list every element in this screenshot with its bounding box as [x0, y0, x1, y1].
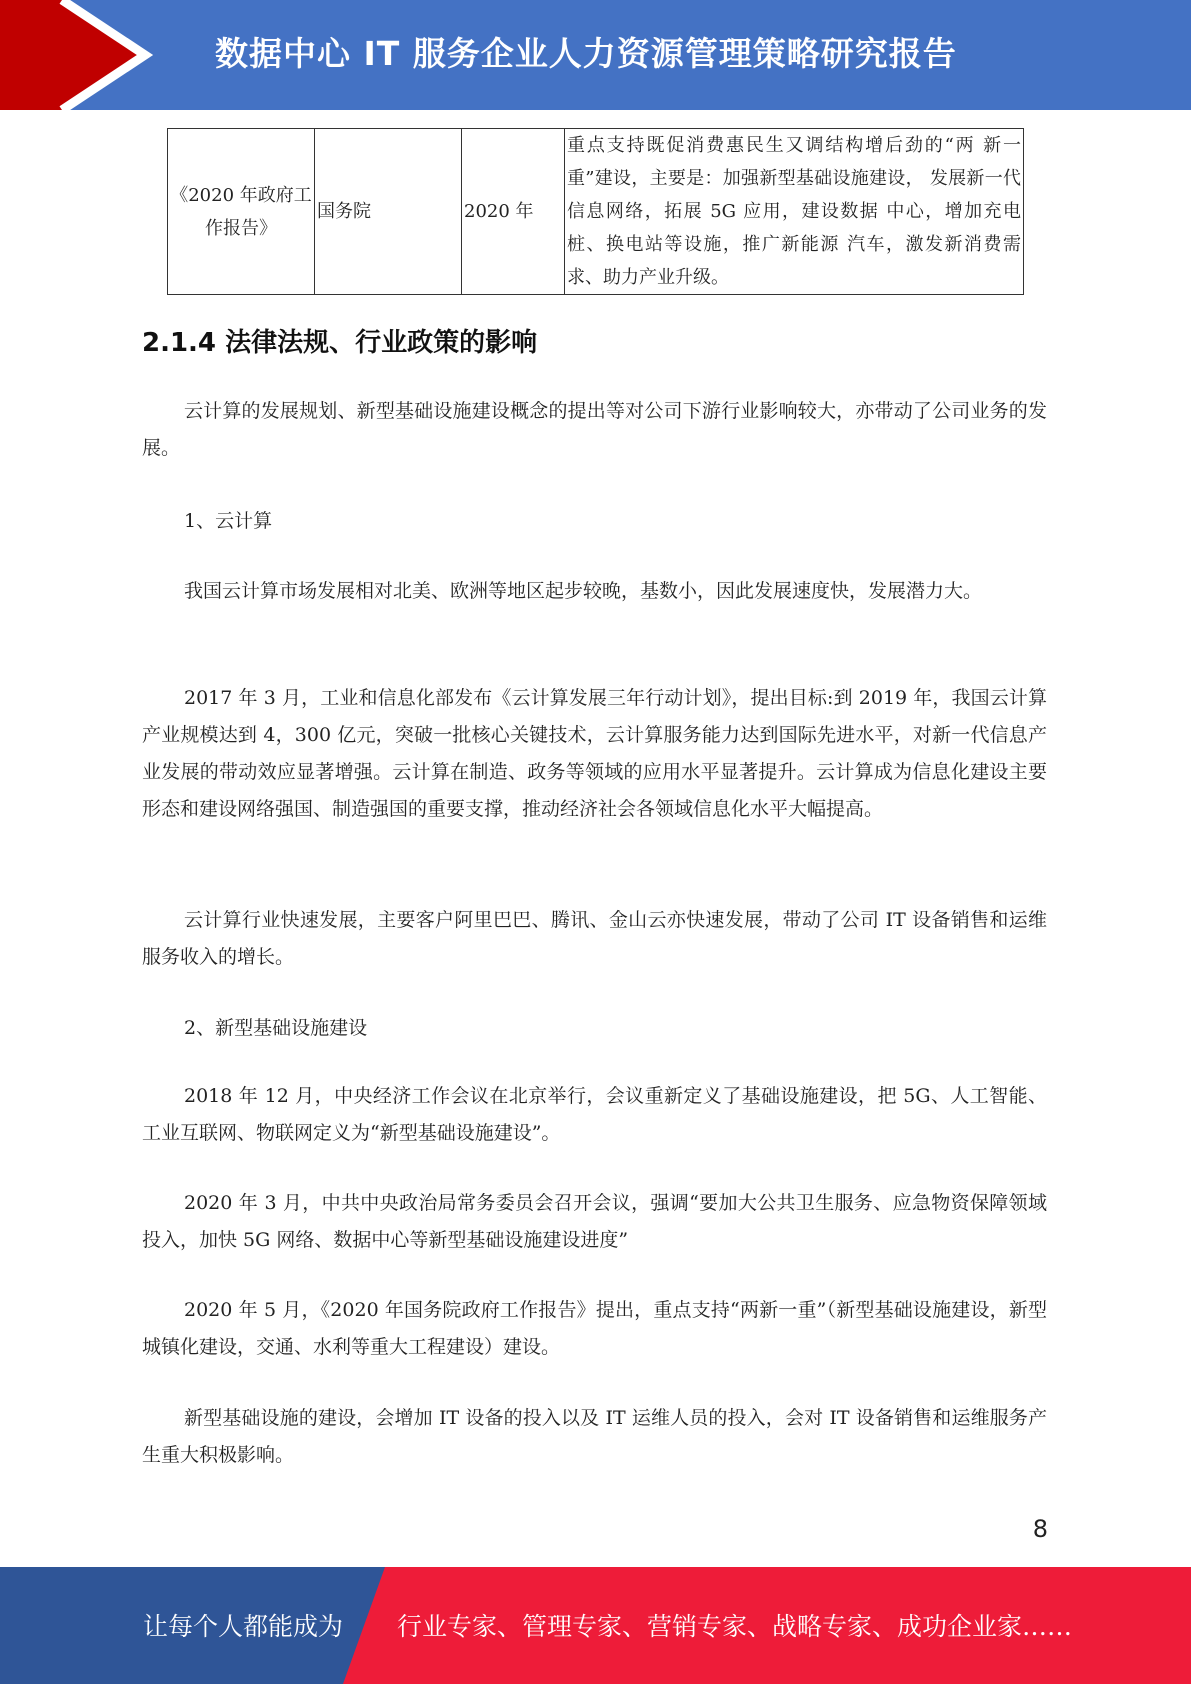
subheading-new-infrastructure: 2、新型基础设施建设: [184, 1017, 368, 1039]
paragraph-cloud-customers: 云计算行业快速发展，主要客户阿里巴巴、腾讯、金山云亦快速发展，带动了公司 IT 设备销售和运维服务收入的增长。: [142, 909, 1047, 968]
policy-year-cell: 2020 年: [462, 129, 565, 295]
page-number: 8: [1032, 1515, 1048, 1543]
section-heading: 2.1.4 法律法规、行业政策的影响: [142, 328, 538, 358]
paragraph-cloud-market: 我国云计算市场发展相对北美、欧洲等地区起步较晚，基数小，因此发展速度快，发展潜力大。: [184, 580, 983, 602]
table-row: [168, 129, 1024, 295]
page-footer: [0, 1567, 1191, 1684]
paragraph-conclusion: 新型基础设施的建设，会增加 IT 设备的投入以及 IT 运维人员的投入，会对 IT 设备销售和运维服务产生重大积极影响。: [142, 1407, 1047, 1466]
subheading-cloud: 1、云计算: [184, 510, 273, 532]
policy-issuer-cell: 国务院: [315, 129, 462, 295]
page-header: [0, 0, 1191, 110]
footer-slogan-left: 让每个人都能成为: [143, 1612, 344, 1641]
paragraph-2020-march: 2020 年 3 月，中共中央政治局常务委员会召开会议，强调“要加大公共卫生服务、应急物资保障领域投入，加快 5G 网络、数据中心等新型基础设施建设进度”: [142, 1192, 1047, 1251]
paragraph-2020-may: 2020 年 5 月，《2020 年国务院政府工作报告》提出，重点支持“两新一重”（新型基础设施建设，新型城镇化建设，交通、水利等重大工程建设）建设。: [142, 1299, 1047, 1358]
policy-name-cell: 《2020 年政府工作报告》: [168, 129, 315, 295]
paragraph-intro: 云计算的发展规划、新型基础设施建设概念的提出等对公司下游行业影响较大，亦带动了公司业务的发展。: [142, 400, 1047, 459]
policy-table: [167, 128, 1024, 295]
footer-slogan-right: 行业专家、管理专家、营销专家、战略专家、成功企业家……: [397, 1612, 1073, 1641]
policy-content-cell: 重点支持既促消费惠民生又调结构增后劲的“两 新一重”建设，主要是：加强新型基础设施建设， 发展新一代信息网络，拓展 5G 应用，建设数据 中心，增加充电桩、换电站等设施，推广新能源 汽车，激发新消费需求、助力产业升级。: [565, 129, 1024, 295]
paragraph-cloud-plan: 2017 年 3 月，工业和信息化部发布《云计算发展三年行动计划》，提出目标:到 2019 年，我国云计算产业规模达到 4，300 亿元，突破一批核心关键技术，云计算服务能力达到国际先进水平，对新一代信息产业发展的带动效应显著增强。云计算在制造、政务等领域的应用水平显著提升。云计算成为信息化建设主要形态和建设网络强国、制造强国的重要支撑，推动经济社会各领域信息化水平大幅提高。: [142, 687, 1047, 820]
paragraph-2018-conference: 2018 年 12 月，中央经济工作会议在北京举行，会议重新定义了基础设施建设，把 5G、人工智能、工业互联网、物联网定义为“新型基础设施建设”。: [142, 1085, 1047, 1144]
header-title: 数据中心 IT 服务企业人力资源管理策略研究报告: [215, 34, 957, 73]
